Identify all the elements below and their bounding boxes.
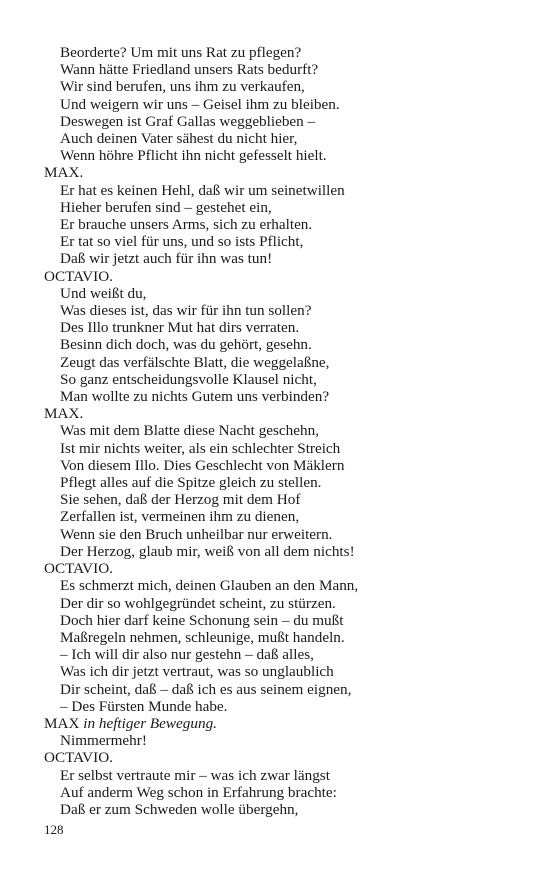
verse-line: Pflegt alles auf die Spitze gleich zu stellen. xyxy=(60,474,322,492)
verse-line: Er selbst vertraute mir – was ich zwar längst xyxy=(60,766,330,784)
verse-line: Er hat es keinen Hehl, daß wir um seinetwillen xyxy=(60,181,345,199)
verse-line: Wir sind berufen, uns ihm zu verkaufen, xyxy=(60,78,305,96)
verse-line: Er brauche unsers Arms, sich zu erhalten. xyxy=(60,216,313,234)
verse-line: Hieher berufen sind – gestehet ein, xyxy=(60,198,272,216)
verse-line: Nimmermehr! xyxy=(60,732,147,750)
verse-line: Von diesem Illo. Dies Geschlecht von Mäklern xyxy=(60,456,345,474)
verse-line: Und weigern wir uns – Geisel ihm zu bleiben. xyxy=(60,95,340,113)
verse-line: Was dieses ist, das wir für ihn tun sollen? xyxy=(60,302,312,320)
verse-line: Daß er zum Schweden wolle übergehn, xyxy=(60,800,299,818)
verse-line: – Des Fürsten Munde habe. xyxy=(60,697,228,715)
verse-line: Wenn höhre Pflicht ihn nicht gefesselt hielt. xyxy=(60,147,327,165)
verse-line: Der Herzog, glaub mir, weiß von all dem nichts! xyxy=(60,542,355,560)
verse-line: Was mit dem Blatte diese Nacht geschehn, xyxy=(60,422,319,440)
verse-line: Daß wir jetzt auch für ihn was tun! xyxy=(60,250,273,268)
verse-line: Zeugt das verfälschte Blatt, die weggelaßne, xyxy=(60,353,330,371)
verse-line: Und weißt du, xyxy=(60,284,147,302)
verse-line: Was ich dir jetzt vertraut, was so unglaublich xyxy=(60,663,334,681)
verse-line: Der dir so wohlgegründet scheint, zu stürzen. xyxy=(60,594,336,612)
verse-line: Dir scheint, daß – daß ich es aus seinem eignen, xyxy=(60,680,352,698)
play-text xyxy=(44,44,524,818)
verse-line: Zerfallen ist, vermeinen ihm zu dienen, xyxy=(60,508,300,526)
speaker-name: OCTAVIO. xyxy=(44,749,113,767)
speaker-name: OCTAVIO. xyxy=(44,267,113,285)
verse-line: Besinn dich doch, was du gehört, gesehn. xyxy=(60,336,312,354)
verse-line: So ganz entscheidungsvolle Klausel nicht, xyxy=(60,370,317,388)
verse-line: Es schmerzt mich, deinen Glauben an den Mann, xyxy=(60,577,359,595)
speaker-name: MAX. xyxy=(44,164,84,182)
page-number: 128 xyxy=(44,822,64,837)
speaker-name: MAX. xyxy=(44,405,84,423)
speaker-with-direction xyxy=(44,715,524,732)
verse-line: Beorderte? Um mit uns Rat zu pflegen? xyxy=(60,44,302,61)
verse-line: Er tat so viel für uns, und so ists Pflicht, xyxy=(60,233,304,251)
verse-line: Sie sehen, daß der Herzog mit dem Hof xyxy=(60,491,301,509)
verse-line: Ist mir nichts weiter, als ein schlechter Streich xyxy=(60,439,341,457)
verse-line: Wann hätte Friedland unsers Rats bedurft? xyxy=(60,61,319,79)
verse-line: Des Illo trunkner Mut hat dirs verraten. xyxy=(60,319,300,337)
speaker-name: OCTAVIO. xyxy=(44,560,113,578)
stage-direction: in heftiger Bewegung. xyxy=(83,714,217,732)
verse-line: – Ich will dir also nur gestehn – daß alles, xyxy=(60,646,314,664)
verse-line: Maßregeln nehmen, schleunige, mußt handeln. xyxy=(60,628,345,646)
verse-line: Wenn sie den Bruch unheilbar nur erweitern. xyxy=(60,525,333,543)
verse-line: Auf anderm Weg schon in Erfahrung brachte: xyxy=(60,783,337,801)
verse-line: Deswegen ist Graf Gallas weggeblieben – xyxy=(60,112,316,130)
verse-line: Man wollte zu nichts Gutem uns verbinden? xyxy=(60,388,330,406)
speaker-name: MAX xyxy=(44,714,80,732)
verse-line: Auch deinen Vater sähest du nicht hier, xyxy=(60,130,298,148)
verse-line: Doch hier darf keine Schonung sein – du mußt xyxy=(60,611,344,629)
